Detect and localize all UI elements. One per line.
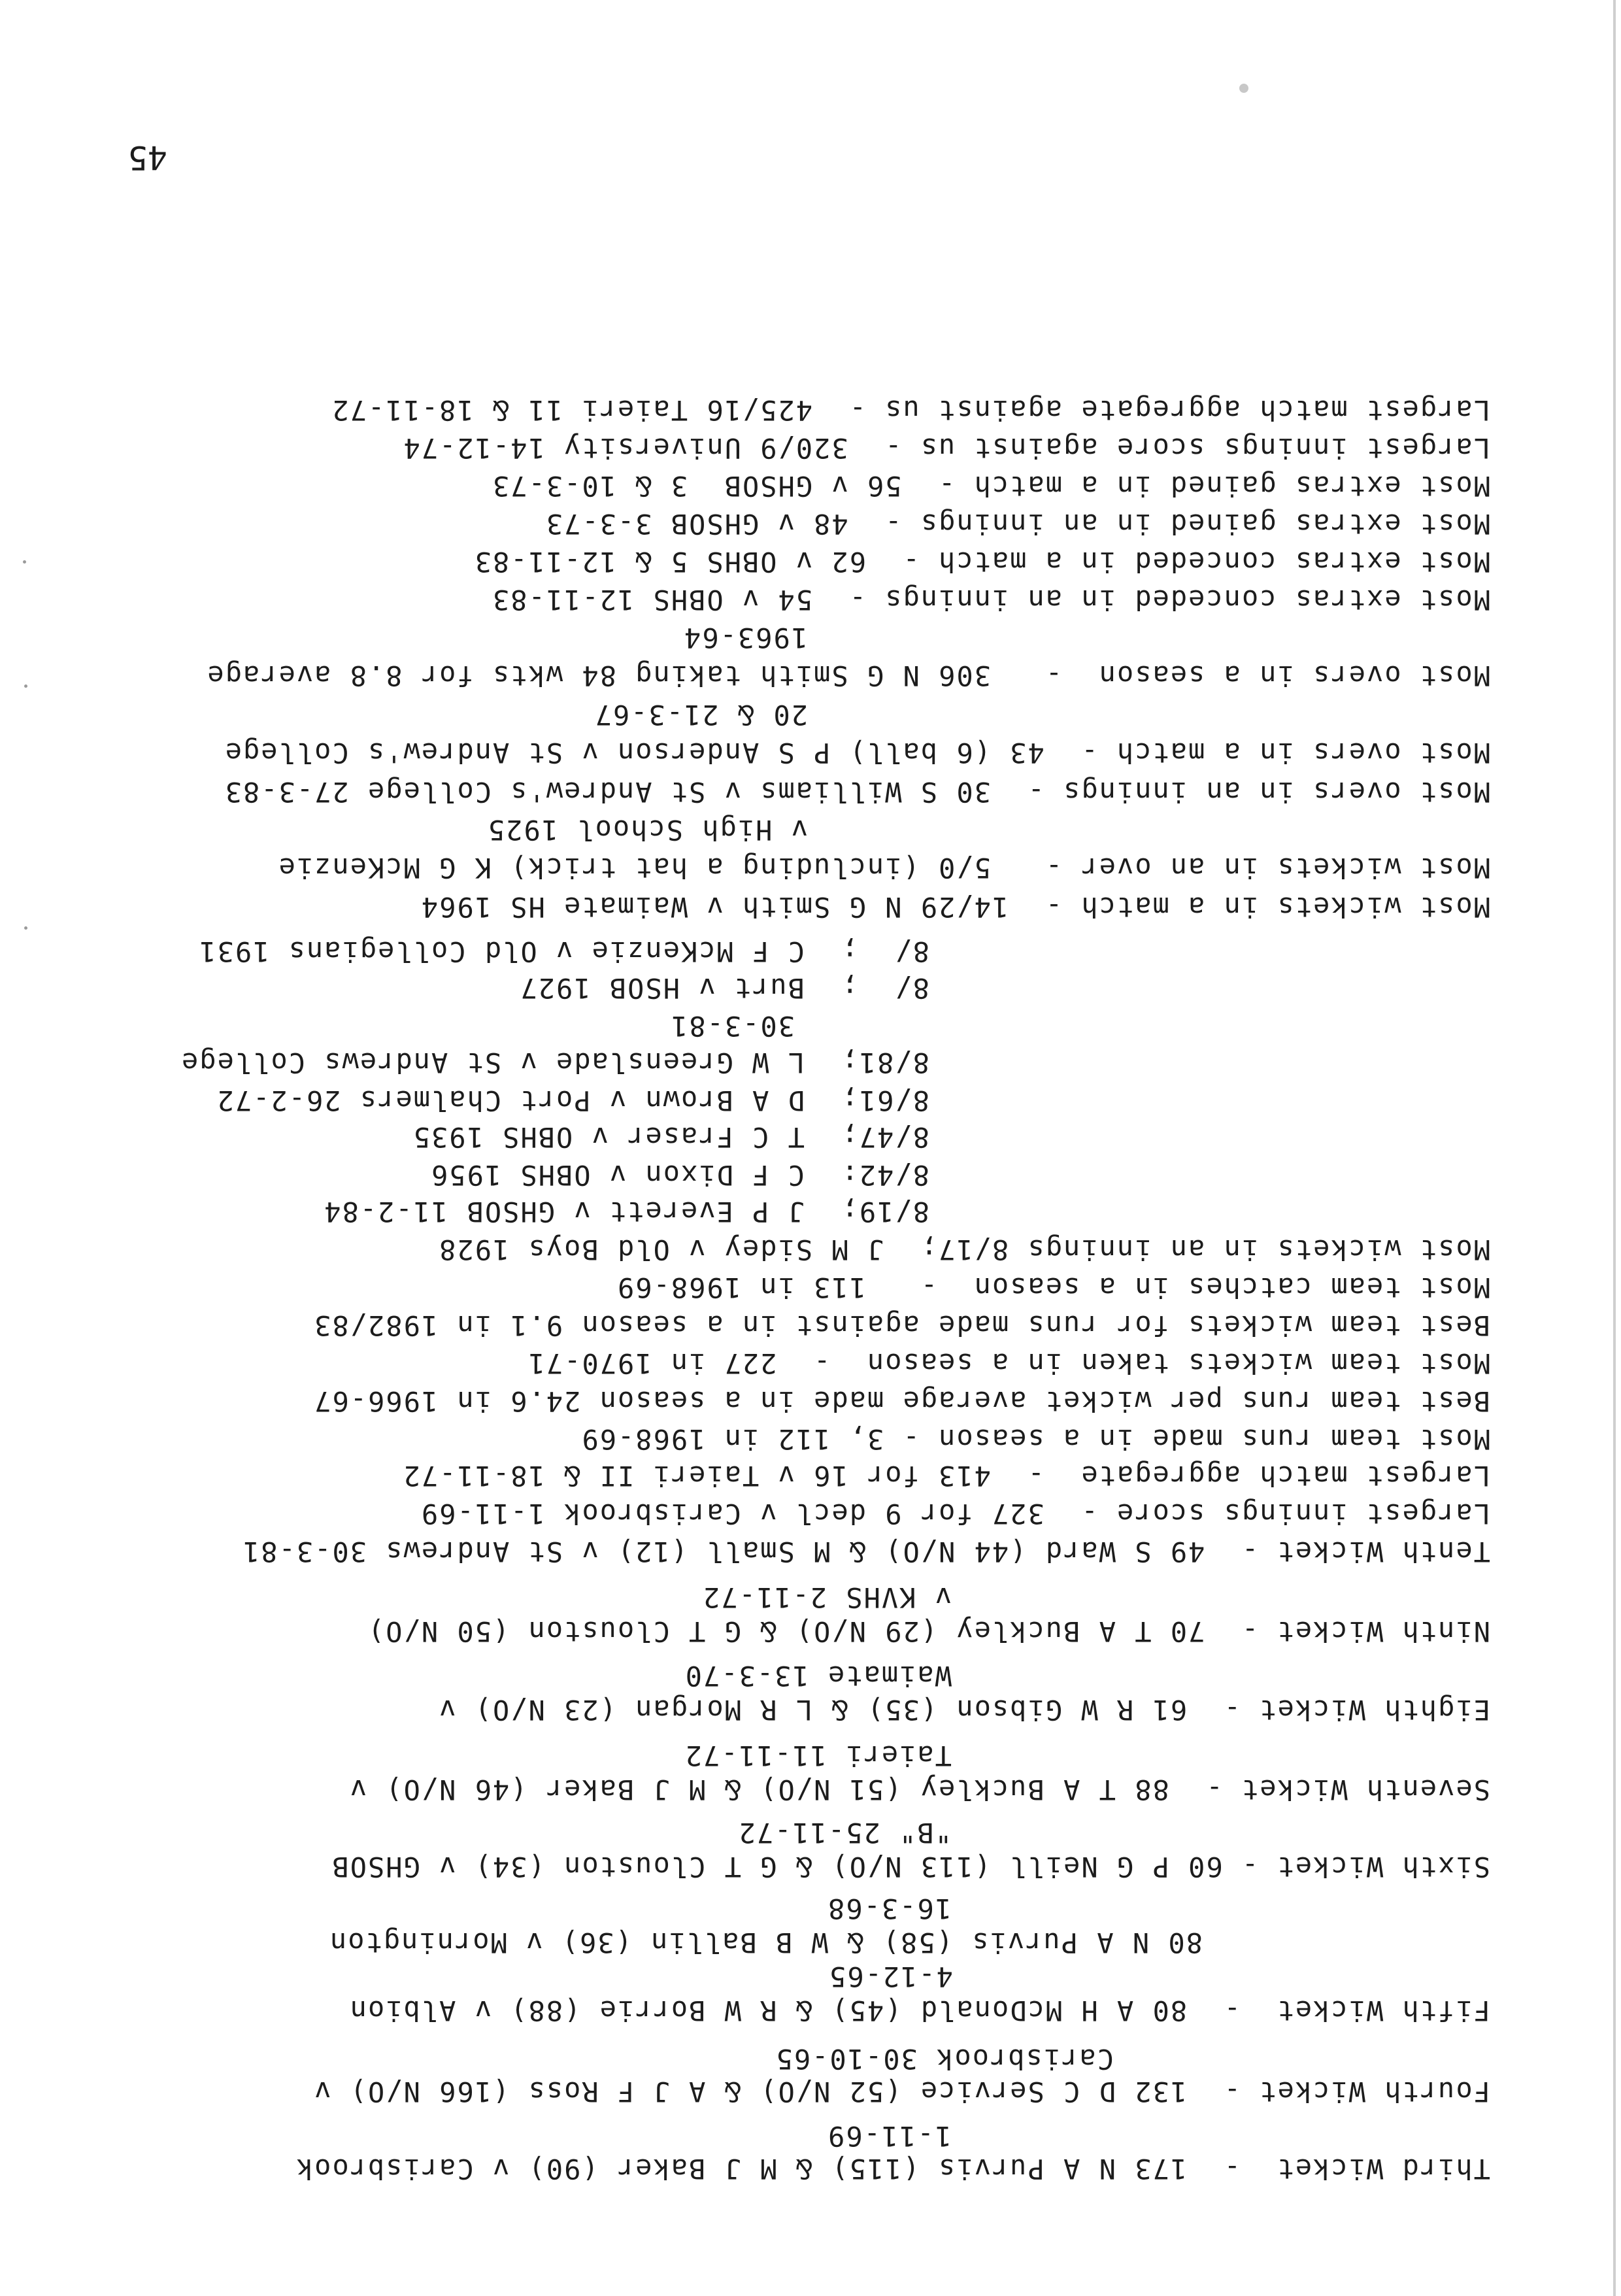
record-line: Carisbrook 30-10-65 [775,2043,1114,2075]
record-line: Most extras conceded in a match - 62 v OBHS 5 & 12-11-83 [473,546,1490,578]
record-line: 8/81; L W Greenslade v St Andrews College [180,1047,929,1079]
scan-speck [23,560,26,564]
record-line: Most extras gained in an innings - 48 v GHSOB 3-3-73 [544,508,1490,540]
record-line: Sixth Wicket - 60 P G Neill (113 N/O) & G T Clouston (34) v GHSOB [331,1851,1490,1883]
record-line: 16-3-68 [826,1893,952,1925]
record-line: Third Wicket - 173 N A Purvis (115) & M J Baker (90) v Carisbrook [295,2153,1490,2185]
record-line: "B" 25-11-72 [737,1817,952,1849]
record-line: Most overs in a season - 306 N G Smith taking 84 wkts for 8.8 average [206,660,1490,692]
record-line: Largest innings score against us - 320/9 University 14-12-74 [402,432,1490,464]
record-line: Fourth Wicket - 132 D C Service (52 N/O) & A J F Ross (166 N/O) v [313,2076,1490,2108]
record-line: Largest match aggregate against us - 425/16 Taieri 11 & 18-11-72 [331,394,1490,426]
record-line: 8/42: C F Dixon v OBHS 1956 [429,1159,929,1191]
record-line: 1-11-69 [826,2120,952,2152]
record-line: Ninth Wicket - 70 T A Buckley (29 N/O) & G T Clouston (50 N/O) [366,1615,1490,1647]
record-line: 8/19; J P Everett v GHSOB 11-2-84 [323,1196,929,1228]
record-line: Most overs in an innings - 30 S Williams v St Andrew's College 27-3-83 [224,776,1490,808]
record-line: Fifth Wicket - 80 A H McDonald (45) & R W Borrie (88) v Albion [348,1995,1490,2027]
record-line: Most team runs made in a season - 3, 112 in 1968-69 [580,1423,1490,1455]
record-line: v High School 1925 [486,814,808,846]
record-line: Most wickets in an over - 5/0 (including a hat trick) K G McKenzie [277,852,1490,884]
scan-speck [24,926,27,930]
record-line: 20 & 21-3-67 [593,699,808,731]
record-line: Most overs in a match - 43 (6 ball) P S Anderson v St Andrew's College [224,737,1490,769]
record-line: Most wickets in a match - 14/29 N G Smith v Waimate HS 1964 [420,891,1490,923]
record-line: Eighth Wicket - 61 R W Gibson (35) & L R Morgan (23 N/O) v [438,1694,1490,1726]
record-line: 8/ ; C F McKenzie v Old Collegians 1931 [198,936,929,968]
record-line: Seventh Wicket - 88 T A Buckley (51 N/O) & M J Baker (46 N/O) v [348,1774,1490,1806]
scan-edge-line [1613,0,1616,2296]
record-line: 8/61; D A Brown v Port Chalmers 26-2-72 [216,1085,929,1117]
page-number: 45 [127,139,167,177]
record-line: Most team catches in a season - 113 in 1968-69 [616,1272,1490,1304]
scan-speck [24,684,27,688]
record-line: Taieri 11-11-72 [684,1740,952,1772]
record-line: Most extras conceded in an innings - 54 v OBHS 12-11-83 [491,584,1490,616]
record-line: Most team wickets taken in a season - 227 in 1970-71 [527,1347,1490,1379]
record-line: Best team runs per wicket average made in a season 24.6 in 1966-67 [313,1385,1490,1417]
record-line: 8/ ; Burt v HSOB 1927 [519,972,929,1004]
record-line: Most extras gained in a match - 56 v GHSOB 3 & 10-3-73 [491,470,1490,502]
record-line: 4-12-65 [827,1961,953,1993]
record-line: Largest innings score - 327 for 9 decl v Carisbrook 1-11-69 [420,1498,1490,1530]
record-line: Most wickets in an innings 8/17; J M Sidey v Old Boys 1928 [438,1234,1490,1266]
record-line: 30-3-81 [669,1010,795,1042]
scan-speck [1239,84,1248,93]
record-line: Largest match aggregate - 413 for 16 v Taieri II & 18-11-72 [402,1460,1490,1492]
record-line: 1963-64 [682,622,808,654]
record-line: v KVHS 2-11-72 [701,1581,952,1613]
record-line: Waimate 13-3-70 [684,1660,952,1692]
record-line: Tenth Wicket - 49 S Ward (44 N/O) & M Small (12) v St Andrews 30-3-81 [241,1536,1490,1568]
record-line: 80 N A Purvis (58) & W B Ballin (36) v Mornington [328,1927,1203,1959]
record-line: 8/47; T C Fraser v OBHS 1935 [412,1121,929,1153]
record-line: Best team wickets for runs made against in a season 9.1 in 1982/83 [313,1309,1490,1342]
